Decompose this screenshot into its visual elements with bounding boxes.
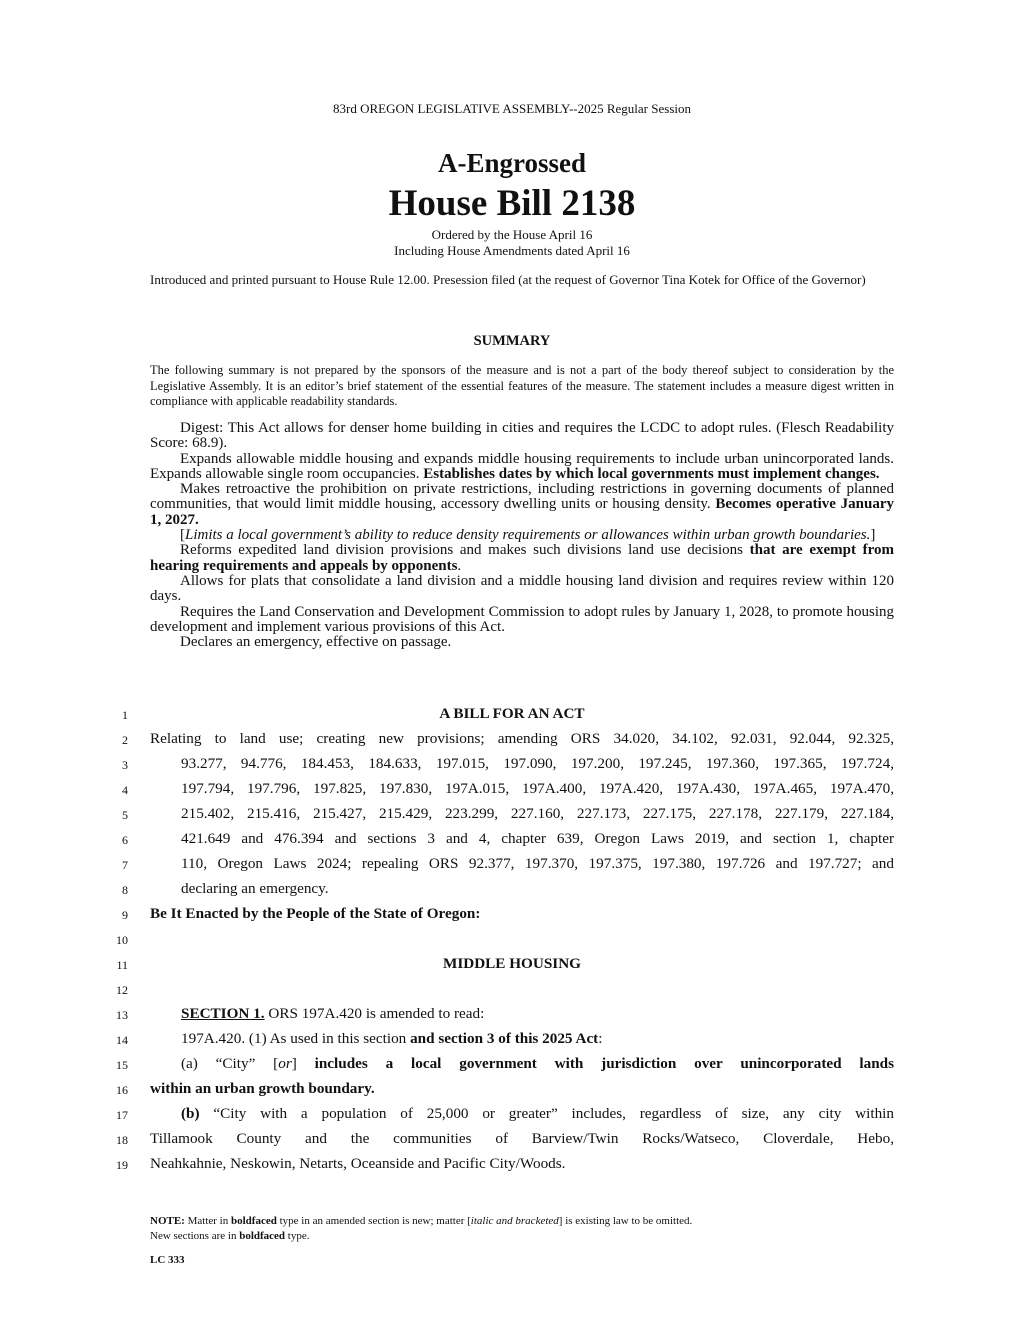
digest-removed-text: Limits a local government’s ability to reduce density requirements or allowances within urban growth boundaries.: [185, 527, 871, 544]
line-number: 9: [122, 908, 128, 922]
line-number: 4: [122, 783, 128, 797]
footer-note: [150, 1214, 894, 1244]
line-number: 18: [116, 1133, 128, 1147]
lc-number: LC 333: [150, 1254, 185, 1266]
line-number: 2: [122, 733, 128, 747]
line-number: 12: [116, 983, 128, 997]
introduced-note: Introduced and printed pursuant to House Rule 12.00. Presession filed (at the request of Governor Tina Kotek for Office of the Governor): [150, 272, 866, 287]
bill-line: declaring an emergency.: [181, 880, 329, 897]
bill-heading: A BILL FOR AN ACT: [439, 705, 585, 722]
bill-line: 93.277, 94.776, 184.453, 184.633, 197.015, 197.090, 197.200, 197.245, 197.360, 197.365, 197.724,: [181, 755, 894, 772]
bill-line: within an urban growth boundary.: [150, 1080, 375, 1097]
line-number: 16: [116, 1083, 128, 1097]
summary-heading: SUMMARY: [473, 333, 551, 349]
bill-title: House Bill 2138: [388, 183, 636, 224]
statute-text: “City with a population of 25,000 or greater” includes, regardless of size, any city within: [199, 1105, 894, 1122]
note-bold: boldfaced: [239, 1230, 286, 1242]
statute-text: 197A.420. (1) As used in this section: [181, 1030, 411, 1047]
section-text: ORS 197A.420 is amended to read:: [264, 1005, 485, 1022]
digest-new-text: Becomes operative January 1, 2027.: [150, 496, 894, 528]
line-number: 8: [122, 883, 128, 897]
bill-line: [181, 1030, 602, 1048]
bill-line: Relating to land use; creating new provisions; amending ORS 34.020, 34.102, 92.031, 92.044, 92.325,: [150, 730, 894, 747]
note-line: [150, 1214, 894, 1229]
line-number: 11: [116, 958, 128, 972]
note-text: type in an amended section is new; matter [: [276, 1215, 471, 1227]
digest-paragraph: Declares an emergency, effective on passage.: [180, 634, 452, 651]
note-label: NOTE:: [150, 1215, 185, 1227]
bill-line: Neahkahnie, Neskowin, Netarts, Oceanside and Pacific City/Woods.: [150, 1155, 566, 1172]
section-heading: MIDDLE HOUSING: [443, 955, 581, 972]
note-text: type.: [285, 1230, 310, 1242]
enacting-clause: Be It Enacted by the People of the State of Oregon:: [150, 905, 481, 922]
bill-line: [181, 1105, 894, 1123]
bracket-close: ]: [870, 527, 876, 544]
bracket-open: [: [180, 527, 185, 544]
new-text: (b): [181, 1105, 200, 1122]
line-number: 15: [116, 1058, 128, 1072]
statute-text: (a) “City” [: [181, 1055, 279, 1072]
digest-text: Expands allowable middle housing and expands middle housing requirements to include urban unincorporated lands. Expands allowable single room occupancies.: [150, 450, 894, 482]
line-number: 14: [116, 1033, 128, 1047]
digest-paragraph: [150, 452, 894, 483]
note-text: ] is existing law to be omitted.: [558, 1215, 693, 1227]
removed-text: or: [278, 1055, 292, 1072]
line-number: 7: [122, 858, 128, 872]
digest-new-text: Establishes dates by which local governments must implement changes.: [423, 465, 880, 482]
version-label: A-Engrossed: [437, 148, 587, 178]
note-bold: boldfaced: [230, 1215, 277, 1227]
amendments-line: Including House Amendments dated April 16: [394, 243, 630, 258]
digest-new-text: that are exempt from hearing requirements and appeals by opponents: [150, 542, 895, 574]
bill-line: 110, Oregon Laws 2024; repealing ORS 92.377, 197.370, 197.375, 197.380, 197.726 and 197.727; and: [181, 855, 894, 872]
statute-text: :: [598, 1030, 603, 1047]
digest-paragraph: [150, 528, 894, 543]
digest-text: Reforms expedited land division provisions and makes such divisions land use decisions: [180, 542, 750, 559]
line-number: 19: [116, 1158, 128, 1172]
line-number: 17: [116, 1108, 128, 1122]
line-number: 1: [122, 708, 128, 722]
session-header: 83rd OREGON LEGISLATIVE ASSEMBLY--2025 Regular Session: [333, 101, 691, 116]
bill-line: 197.794, 197.796, 197.825, 197.830, 197A.015, 197A.400, 197A.420, 197A.430, 197A.465, 197A.470,: [181, 780, 894, 797]
digest: [150, 421, 894, 650]
summary-text: The following summary is not prepared by the sponsors of the measure and is not a part of the body thereof subject to consideration by the Legislative Assembly. It is an editor’s brief statement of the essential features of the measure. The statement includes a measure digest written in compliance with applicable readability standards.: [150, 363, 894, 408]
note-italic: italic and bracketed: [470, 1215, 559, 1227]
digest-text: .: [457, 557, 462, 574]
digest-paragraph: Allows for plats that consolidate a land division and a middle housing land division and requires review within 120 days.: [150, 572, 894, 605]
digest-paragraph: Requires the Land Conservation and Development Commission to adopt rules by January 1, 2028, to promote housing development and implement various provisions of this Act.: [150, 603, 894, 635]
line-number: 13: [116, 1008, 128, 1022]
bill-line: 421.649 and 476.394 and sections 3 and 4, chapter 639, Oregon Laws 2019, and section 1, chapter: [181, 830, 894, 847]
bill-line: [181, 1005, 484, 1023]
statute-text: ]: [291, 1055, 315, 1072]
line-number: 10: [116, 933, 128, 947]
line-number: 3: [122, 758, 128, 772]
bill-line: 215.402, 215.416, 215.427, 215.429, 223.299, 227.160, 227.173, 227.175, 227.178, 227.179, 227.184,: [181, 805, 894, 822]
section-label: SECTION 1.: [181, 1005, 265, 1022]
digest-paragraph: Digest: This Act allows for denser home building in cities and requires the LCDC to adopt rules. (Flesch Readability Score: 68.9).: [150, 420, 894, 452]
bill-line: [181, 1055, 894, 1073]
digest-paragraph: [150, 543, 894, 574]
new-text: includes a local government with jurisdiction over unincorporated lands: [314, 1055, 895, 1072]
note-line: [150, 1229, 894, 1244]
ordered-line: Ordered by the House April 16: [431, 227, 593, 242]
digest-paragraph: [150, 482, 894, 528]
line-number: 5: [122, 808, 128, 822]
note-text: New sections are in: [150, 1230, 240, 1242]
new-text: and section 3 of this 2025 Act: [410, 1030, 599, 1047]
note-text: Matter in: [184, 1215, 231, 1227]
digest-text: Makes retroactive the prohibition on private restrictions, including restrictions in governing documents of planned communities, that would limit middle housing, accessory dwelling units or housing density.: [150, 481, 894, 513]
bill-line: Tillamook County and the communities of Barview/Twin Rocks/Watseco, Cloverdale, Hebo,: [150, 1130, 894, 1147]
line-number: 6: [122, 833, 128, 847]
